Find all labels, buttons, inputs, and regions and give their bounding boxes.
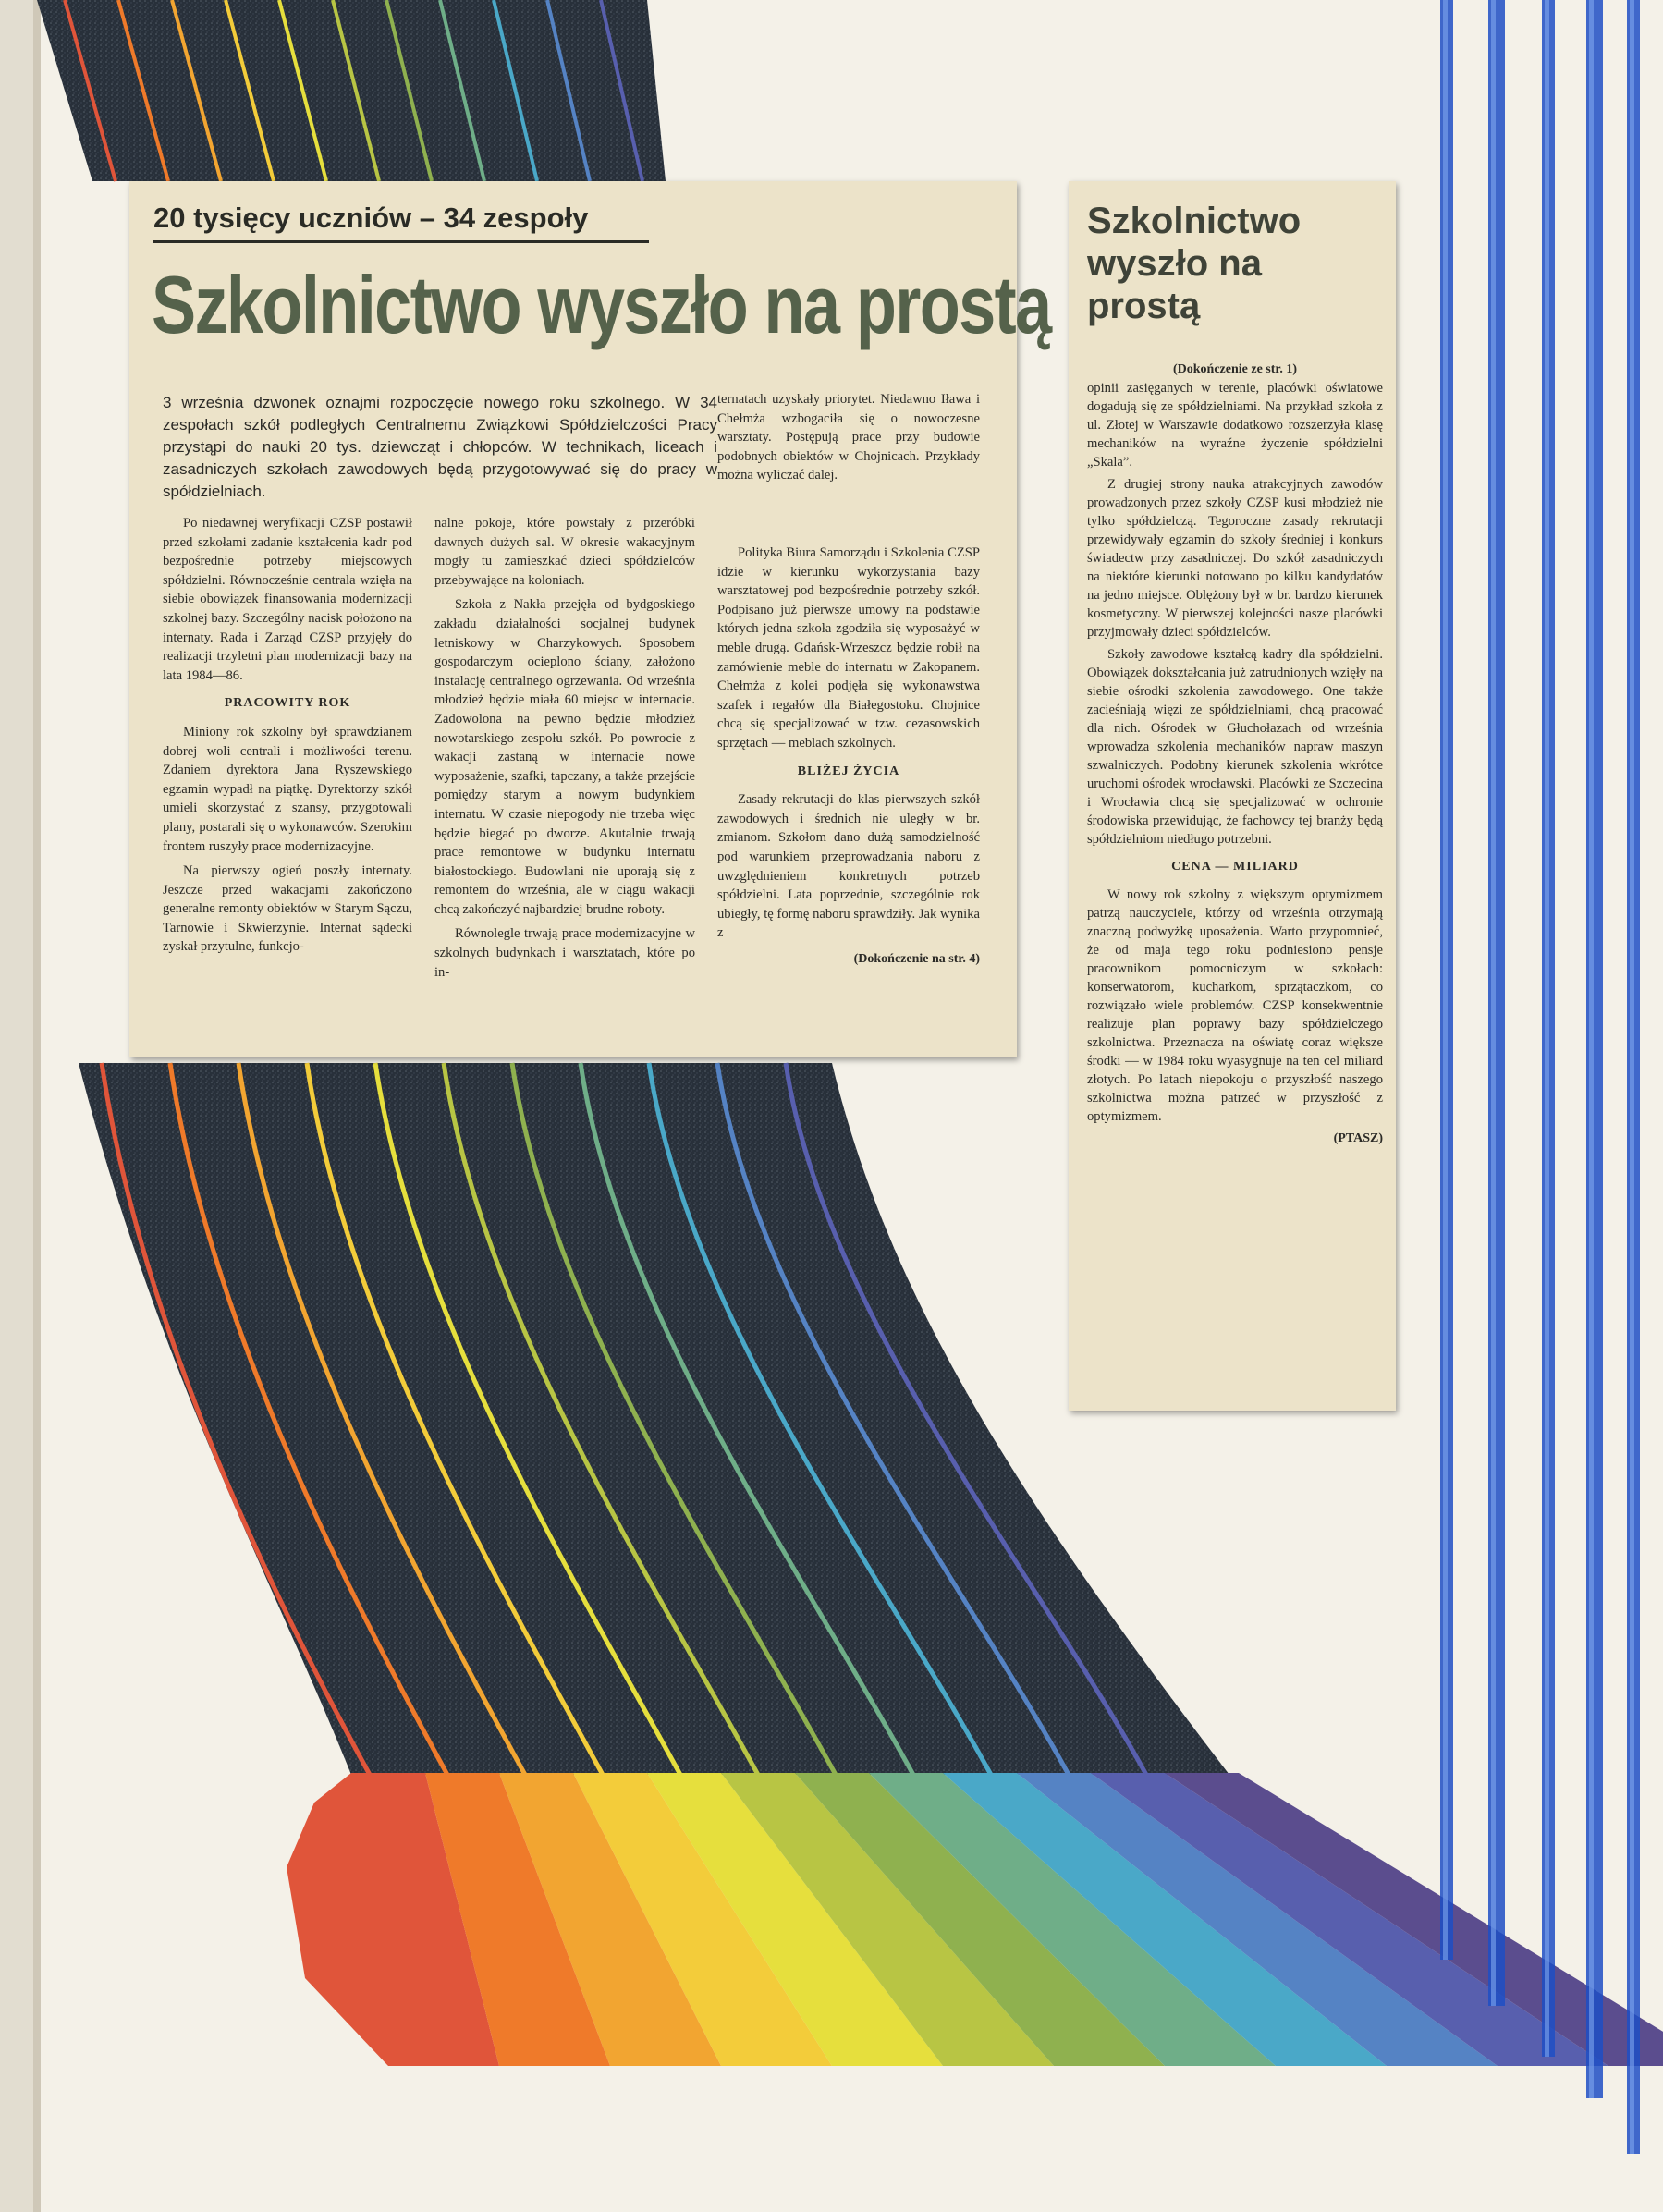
subhead-pracowity-rok: PRACOWITY ROK <box>224 696 351 711</box>
blue-stripe-highlight <box>1589 0 1594 2098</box>
blue-stripe <box>1488 0 1505 2006</box>
col1-paragraph-2: Miniony rok szkolny był sprawdzianem dobrej woli centrali i możliwości terenu. Zdaniem dyrektora Jana Ryszewskiego egzamin wypadł na piątkę. Dyrektorzy szkół umieli skorzystać z szansy, przygotowali plany, postarali się o wykonawców. Szerokim frontem ruszyły prace modernizacyjne. <box>163 724 412 854</box>
blue-stripes <box>1440 0 1640 2154</box>
lower-dark-band <box>79 1063 1229 1775</box>
kicker-rule <box>153 240 649 243</box>
article-column-1 <box>163 514 412 962</box>
blue-stripe-highlight <box>1630 0 1634 2154</box>
continued-note: (Dokończenie na str. 4) <box>853 951 980 966</box>
col2-paragraph-2: Szkoła z Nakła przejęła od bydgoskiego zakładu działalności socjalnej budynek letniskowy w Charzykowych. Sposobem gospodarczym ocieplono ściany, założono instalację centralnego ogrzewania. Od września młodzież będzie miała 60 miejsc w internacie. Zadowolona na pewno będzie młodzież nowotarskiego zespołu szkół. Po powrocie z wakacji zastaną w internacie nowe wyposażenie, szafki, tapczany, a także przejście pomiędzy starym a nowym budynkiem internatu. W czasie niepogody nie trzeba więc będzie biegać po dworze. Akutalnie trwają prace remontowe w budynku internatu białostockiego. Budowlani nie uporają się z remontem do września, ale w ciągu wakacji chcą zakończyć najbardziej brudne roboty. <box>434 597 695 917</box>
col3-paragraph-3: Zasady rekrutacji do klas pierwszych szkół zawodowych i średnich nie uległy w br. zmianom. Szkołom dano dużą samodzielność pod warunkiem przeprowadzania naboru z uwzględnieniem konkretnych potrzeb spółdzielni. Lata poprzednie, szczególnie rok ubiegły, tę formę naboru sprawdziły. Jak wynika z <box>717 792 980 941</box>
col3-paragraph-2: Polityka Biura Samorządu i Szkolenia CZSP idzie w kierunku wykorzystania bazy warsztatowej pod bezpośrednie potrzeby szkół. Podpisano już pierwsze umowy na podstawie których jedna szkoła zgodziła się wyposażyć w meble drugą. Gdańsk-Wrzeszcz będzie robił na zamówienie meble do internatu w Zakopanem. Chełmża z kolei podjęła się wykonawstwa szafek i regałów dla Białegostoku. Chojnice chcą się specjalizować w tzw. cezasowskich sprzętach — meblach szkolnych. <box>717 545 980 751</box>
side-article-clipping <box>1069 181 1396 1411</box>
main-article-clipping <box>129 181 1051 1057</box>
side-subhead-cena-miliard: CENA — MILIARD <box>1171 860 1299 874</box>
article-column-3 <box>717 544 980 969</box>
col1-paragraph-3: Na pierwszy ogień poszły internaty. Jeszcze przed wakacjami zakończono generalne remonty obiektów w Starym Sączu, Tarnowie i Skwierzynie. Internat sądecki zyskał przytulne, funkcjo- <box>163 863 412 955</box>
col2-paragraph-3: Równolegle trwają prace modernizacyjne w szkolnych budynkach i warsztatach, które po in- <box>434 926 695 980</box>
side-paragraph-4: W nowy rok szkolny z większym optymizmem patrzą nauczyciele, którzy od września otrzymają znaczną podwyżkę uposażenia. Warto przypomnieć, że od maja tego roku podniesiono pensje pracownikom pomocniczym w szkołach: konserwatorom, kucharkom, sprzątaczkom, co rozwiązało wiele problemów. CZSP konsekwentnie realizuje plan poprawy bazy spółdzielczego szkolnictwa. Przeznacza na oświatę coraz większe środki — w 1984 roku wyasygnuje na ten cel miliard złotych. Po latach niepokoju o przyszłość naszego szkolnictwa można patrzeć w przyszłość z optymizmem. <box>1087 887 1383 1124</box>
subhead-blizej-zycia: BLIŻEJ ŻYCIA <box>797 764 900 778</box>
side-paragraph-1: opinii zasięganych w terenie, placówki oświatowe dogadują się ze spółdzielniami. Na przykład szkoła z ul. Złotej w Warszawie dodatkowo rozszerzyła klasę mechaników na wyraźne życzenie spółdzielni „Skala”. <box>1087 381 1383 470</box>
article-column-3-top <box>717 390 980 491</box>
article-headline: Szkolnictwo wyszło na prostą <box>152 259 1051 350</box>
side-body <box>1087 379 1383 1148</box>
article-column-2 <box>434 514 695 987</box>
upper-dark-band <box>37 0 666 181</box>
rainbow-block <box>287 1773 1663 2066</box>
col1-paragraph-1: Po niedawnej weryfikacji CZSP postawił przed szkołami zadanie kształcenia kadr pod bezpośrednie potrzeby miejscowych spółdzielni. Równocześnie centrala wzięła na siebie obowiązek finansowania modernizacji szkolnej bazy. Szczególny nacisk położono na internaty. Rada i Zarząd CZSP przyjęły do realizacji trzyletni plan modernizacji bazy na lata 1984—86. <box>163 516 412 683</box>
side-continued-from: (Dokończenie ze str. 1) <box>1172 362 1297 376</box>
side-paragraph-3: Szkoły zawodowe kształcą kadry dla spółdzielni. Obowiązek dokształcania już zatrudnionych wzięły na siebie ośrodki szkolenia zawodowego. One także zacieśniają więzi ze spółdzielniami, chcą pracować dla nich. Ośrodek w Głuchołazach od września wprowadza szkolenia mechaników napraw maszyn szwalniczych. Podobny kierunek szkolenia wkrótce uruchomi ośrodek wrocławski. Placówki ze Szczecina i Wrocławia chcą się specjalizować w ochronie środowiska przewidując, że fachowcy tej branży będą spółdzielniom niedługo potrzebni. <box>1087 647 1383 847</box>
blue-stripe-highlight <box>1491 0 1496 2006</box>
col3-paragraph-1: ternatach uzyskały priorytet. Niedawno Iława i Chełmża wzbogaciła się o nowoczesne warsztaty. Postępują prace przy budowie podobnych obiektów w Chojnicach. Przykłady można wyliczać dalej. <box>717 392 980 483</box>
article-kicker: 20 tysięcy uczniów – 34 zespoły <box>153 202 589 234</box>
blue-stripe-highlight <box>1443 0 1448 1960</box>
side-signature: (PTASZ) <box>1333 1131 1383 1145</box>
col2-paragraph-1: nalne pokoje, które powstały z przeróbki dawnych dużych sal. W okresie wakacyjnym mogły tu zamieszkać dzieci spółdzielców przebywające na koloniach. <box>434 516 695 588</box>
side-headline: Szkolnictwo wyszło na prostą <box>1087 201 1302 326</box>
side-paragraph-2: Z drugiej strony nauka atrakcyjnych zawodów prowadzonych przez szkoły CZSP kusi młodzież nie tylko spółdzielczą. Tegoroczne zasady rekrutacji przewidywały egzamin do szkoły średniej i konkurs świadectw przy zasadniczej. Do szkół zasadniczych na niektóre kierunki notowano po kilku kandydatów na jedno miejsce. Oblężony był w br. bardzo kierunek kosmetyczny. W pierwszej kolejności nasze placówki przyjmowały dzieci spółdzielców. <box>1087 477 1383 640</box>
article-lead: 3 września dzwonek oznajmi rozpoczęcie nowego roku szkolnego. W 34 zespołach szkół podległych Centralnemu Związkowi Spółdzielczości Pracy przystąpi do nauki 20 tys. dziewcząt i chłopców. W technikach, liceach i zasadniczych szkołach zawodowych będą przygotowywać się do pracy w spółdzielniach. <box>163 394 717 500</box>
blue-stripe <box>1586 0 1603 2098</box>
blue-stripe-highlight <box>1545 0 1549 2057</box>
